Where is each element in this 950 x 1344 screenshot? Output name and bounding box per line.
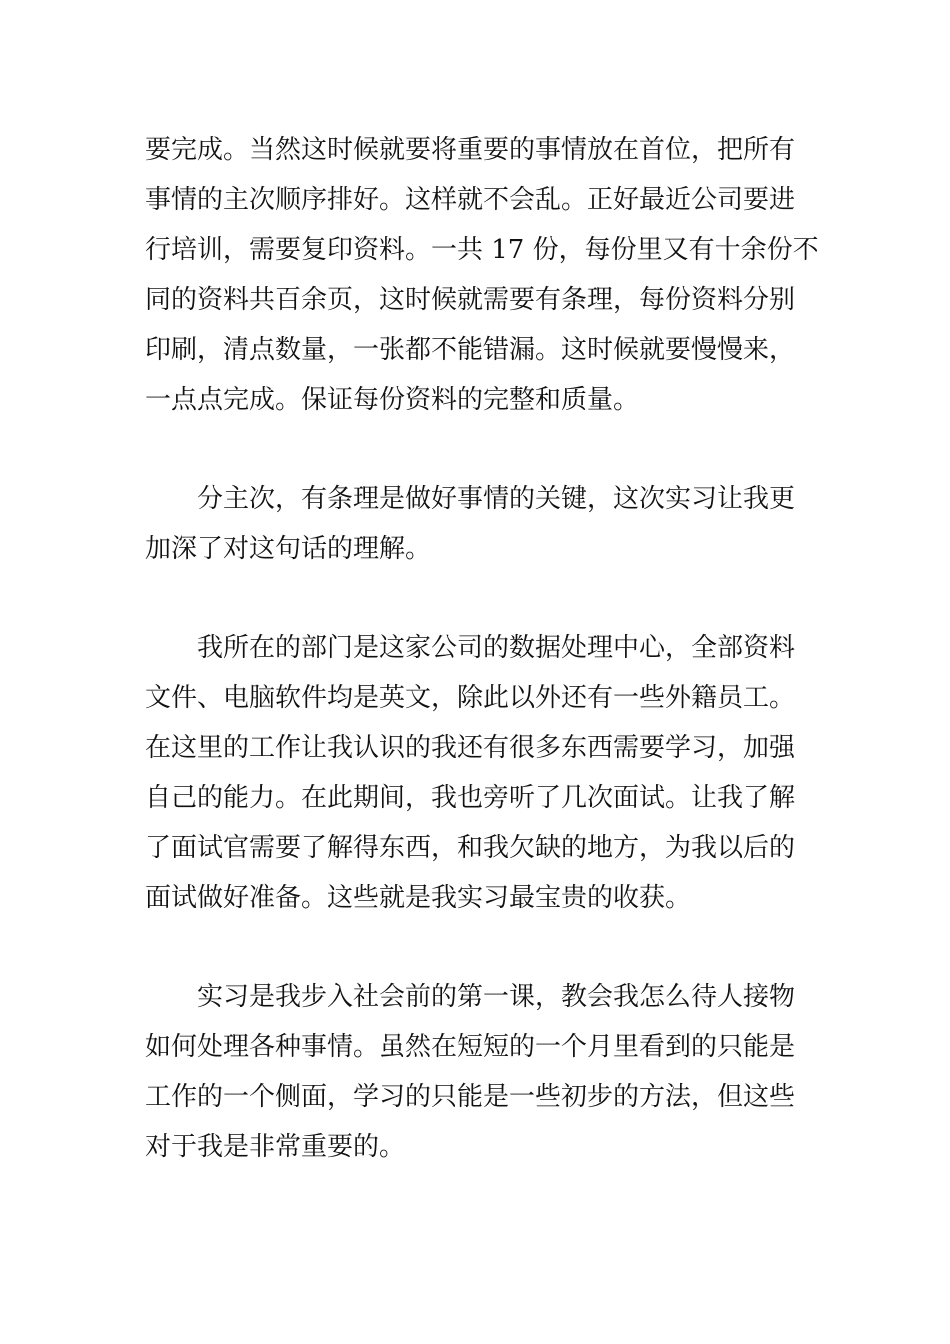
paragraph-1-line-2: 事情的主次顺序排好。这样就不会乱。正好最近公司要进 (145, 185, 796, 215)
paragraph-4-line-4: 对于我是非常重要的。 (145, 1132, 406, 1162)
paragraph-2-line-1: 分主次，有条理是做好事情的关键，这次实习让我更 (197, 484, 796, 514)
paragraph-4-line-2: 如何处理各种事情。虽然在短短的一个月里看到的只能是 (145, 1032, 796, 1062)
paragraph-1-line-5: 印刷，清点数量，一张都不能错漏。这时候就要慢慢来， (145, 335, 796, 365)
paragraph-1-line-4: 同的资料共百余页，这时候就需要有条理，每份资料分别 (145, 285, 796, 315)
paragraph-3-line-1: 我所在的部门是这家公司的数据处理中心，全部资料 (197, 633, 796, 663)
paragraph-1-line-6: 一点点完成。保证每份资料的完整和质量。 (145, 385, 640, 415)
paragraph-2-line-2: 加深了对这句话的理解。 (145, 534, 432, 564)
paragraph-4-line-1: 实习是我步入社会前的第一课，教会我怎么待人接物 (197, 982, 796, 1012)
paragraph-3-line-5: 了面试官需要了解得东西，和我欠缺的地方，为我以后的 (145, 833, 796, 863)
paragraph-4-line-3: 工作的一个侧面，学习的只能是一些初步的方法，但这些 (145, 1082, 796, 1112)
paragraph-1-line-3: 行培训，需要复印资料。一共 17 份，每份里又有十余份不 (145, 235, 819, 265)
paragraph-3-line-2: 文件、电脑软件均是英文，除此以外还有一些外籍员工。 (145, 683, 796, 713)
paragraph-3-line-4: 自己的能力。在此期间，我也旁听了几次面试。让我了解 (145, 783, 796, 813)
paragraph-3-line-6: 面试做好准备。这些就是我实习最宝贵的收获。 (145, 883, 692, 913)
paragraph-1-line-1: 要完成。当然这时候就要将重要的事情放在首位，把所有 (145, 135, 796, 165)
paragraph-3-line-3: 在这里的工作让我认识的我还有很多东西需要学习，加强 (145, 733, 796, 763)
